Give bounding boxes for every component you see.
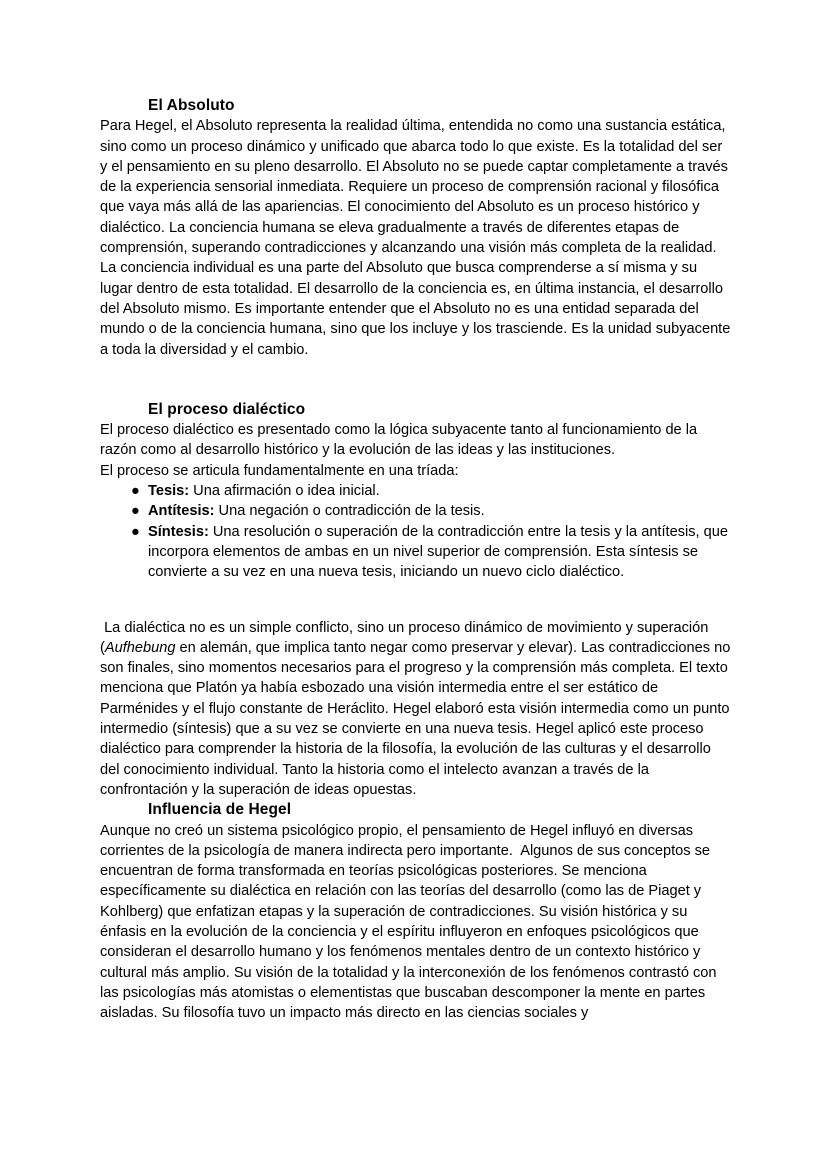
section-heading-el-proceso-dialectico: El proceso dialéctico bbox=[148, 400, 306, 418]
list-item-term: Tesis: bbox=[148, 483, 190, 500]
bullet-icon: ● bbox=[131, 503, 140, 520]
bullet-icon: ● bbox=[131, 523, 140, 540]
document-body bbox=[100, 96, 735, 1023]
paragraph-text-before-italic: La dialéctica no es un simple conflicto, sino un proceso dinámico de movimiento y superación ( bbox=[100, 619, 713, 656]
triad-list bbox=[100, 481, 732, 582]
paragraph-text-after-italic: en alemán, que implica tanto negar como preservar y elevar). Las contradicciones no son finales, sino momentos necesarios para el progreso y la comprensión más completa. El texto menciona que Platón ya había esbozado una visión intermedia entre el ser estático de Parménides y el flujo constante de Heráclito. Hegel elaboró esta visión intermedia como un punto intermedio (síntesis) que a su vez se convierte en una nueva tesis. Hegel aplicó este proceso dialéctico para comprender la historia de la filosofía, la evolución de las culturas y el desarrollo del conocimiento individual. Tanto la historia como el intelecto avanzan a través de la confrontación y la superación de ideas opuestas. bbox=[100, 639, 735, 798]
bullet-icon: ● bbox=[131, 483, 140, 500]
list-item-text: Una resolución o superación de la contradicción entre la tesis y la antítesis, que incorpora elementos de ambas en un nivel superior de comprensión. Esta síntesis se convierte a su vez en una nueva tesis, iniciando un nuevo ciclo dialéctico. bbox=[148, 523, 729, 581]
list-item-text: Una negación o contradicción de la tesis. bbox=[214, 503, 485, 520]
section-heading-influencia-de-hegel: Influencia de Hegel bbox=[148, 801, 292, 819]
section-heading-el-absoluto: El Absoluto bbox=[148, 97, 235, 114]
list-item bbox=[100, 501, 732, 521]
paragraph-triada-lead-in: El proceso se articula fundamentalmente en una tríada: bbox=[100, 462, 459, 479]
italic-term-aufhebung: Aufhebung bbox=[104, 639, 176, 656]
paragraph-influencia-de-hegel: Aunque no creó un sistema psicológico propio, el pensamiento de Hegel influyó en diversas corrientes de la psicología de manera indirecta pero importante. Algunos de sus conceptos se encuentran de forma transformada en teorías psicológicas posteriores. Se menciona específicamente su dialéctica en relación con las teorías del desarrollo (como las de Piaget y Kohlberg) que enfatizan etapas y la superación de contradicciones. Su visión histórica y su énfasis en la evolución de la conciencia y el espíritu influyeron en enfoques psicológicos que consideran el desarrollo humano y los fenómenos mentales dentro de un contexto histórico y cultural más amplio. Su visión de la totalidad y la interconexión de los fenómenos contrastó con las psicologías más atomistas o elementistas que buscaban descomponer la mente en partes aisladas. Su filosofía tuvo un impacto más directo en las ciencias sociales y bbox=[100, 822, 721, 1022]
list-item-term: Antítesis: bbox=[148, 503, 215, 520]
list-item-term: Síntesis: bbox=[148, 523, 209, 540]
paragraph-dialectica-aufhebung bbox=[100, 618, 735, 801]
paragraph-spacer bbox=[100, 583, 732, 618]
list-item bbox=[100, 481, 732, 501]
list-item bbox=[100, 522, 732, 583]
paragraph-proceso-dialectico-intro: El proceso dialéctico es presentado como la lógica subyacente tanto al funcionamiento de la razón como al desarrollo histórico y la evolución de las ideas y las instituciones. bbox=[100, 422, 702, 459]
list-item-text: Una afirmación o idea inicial. bbox=[189, 483, 380, 500]
paragraph-el-absoluto: Para Hegel, el Absoluto representa la realidad última, entendida no como una sustancia estática, sino como un proceso dinámico y unificado que abarca todo lo que existe. Es la totalidad del ser y el pensamiento en su pleno desarrollo. El Absoluto no se puede captar completamente a través de la experiencia sensorial inmediata. Requiere un proceso de comprensión racional y filosófica que vaya más allá de las apariencias. El conocimiento del Absoluto es un proceso histórico y dialéctico. La conciencia humana se eleva gradualmente a través de diferentes etapas de comprensión, superando contradicciones y alcanzando una visión más completa de la realidad. La conciencia individual es una parte del Absoluto que busca comprenderse a sí misma y su lugar dentro de esta totalidad. El desarrollo de la conciencia es, en última instancia, el desarrollo del Absoluto mismo. Es importante entender que el Absoluto no es una entidad separada del mundo o de la conciencia humana, sino que los incluye y los trasciende. Es la unidad subyacente a toda la diversidad y el cambio. bbox=[100, 118, 735, 358]
section-spacer bbox=[100, 360, 732, 400]
